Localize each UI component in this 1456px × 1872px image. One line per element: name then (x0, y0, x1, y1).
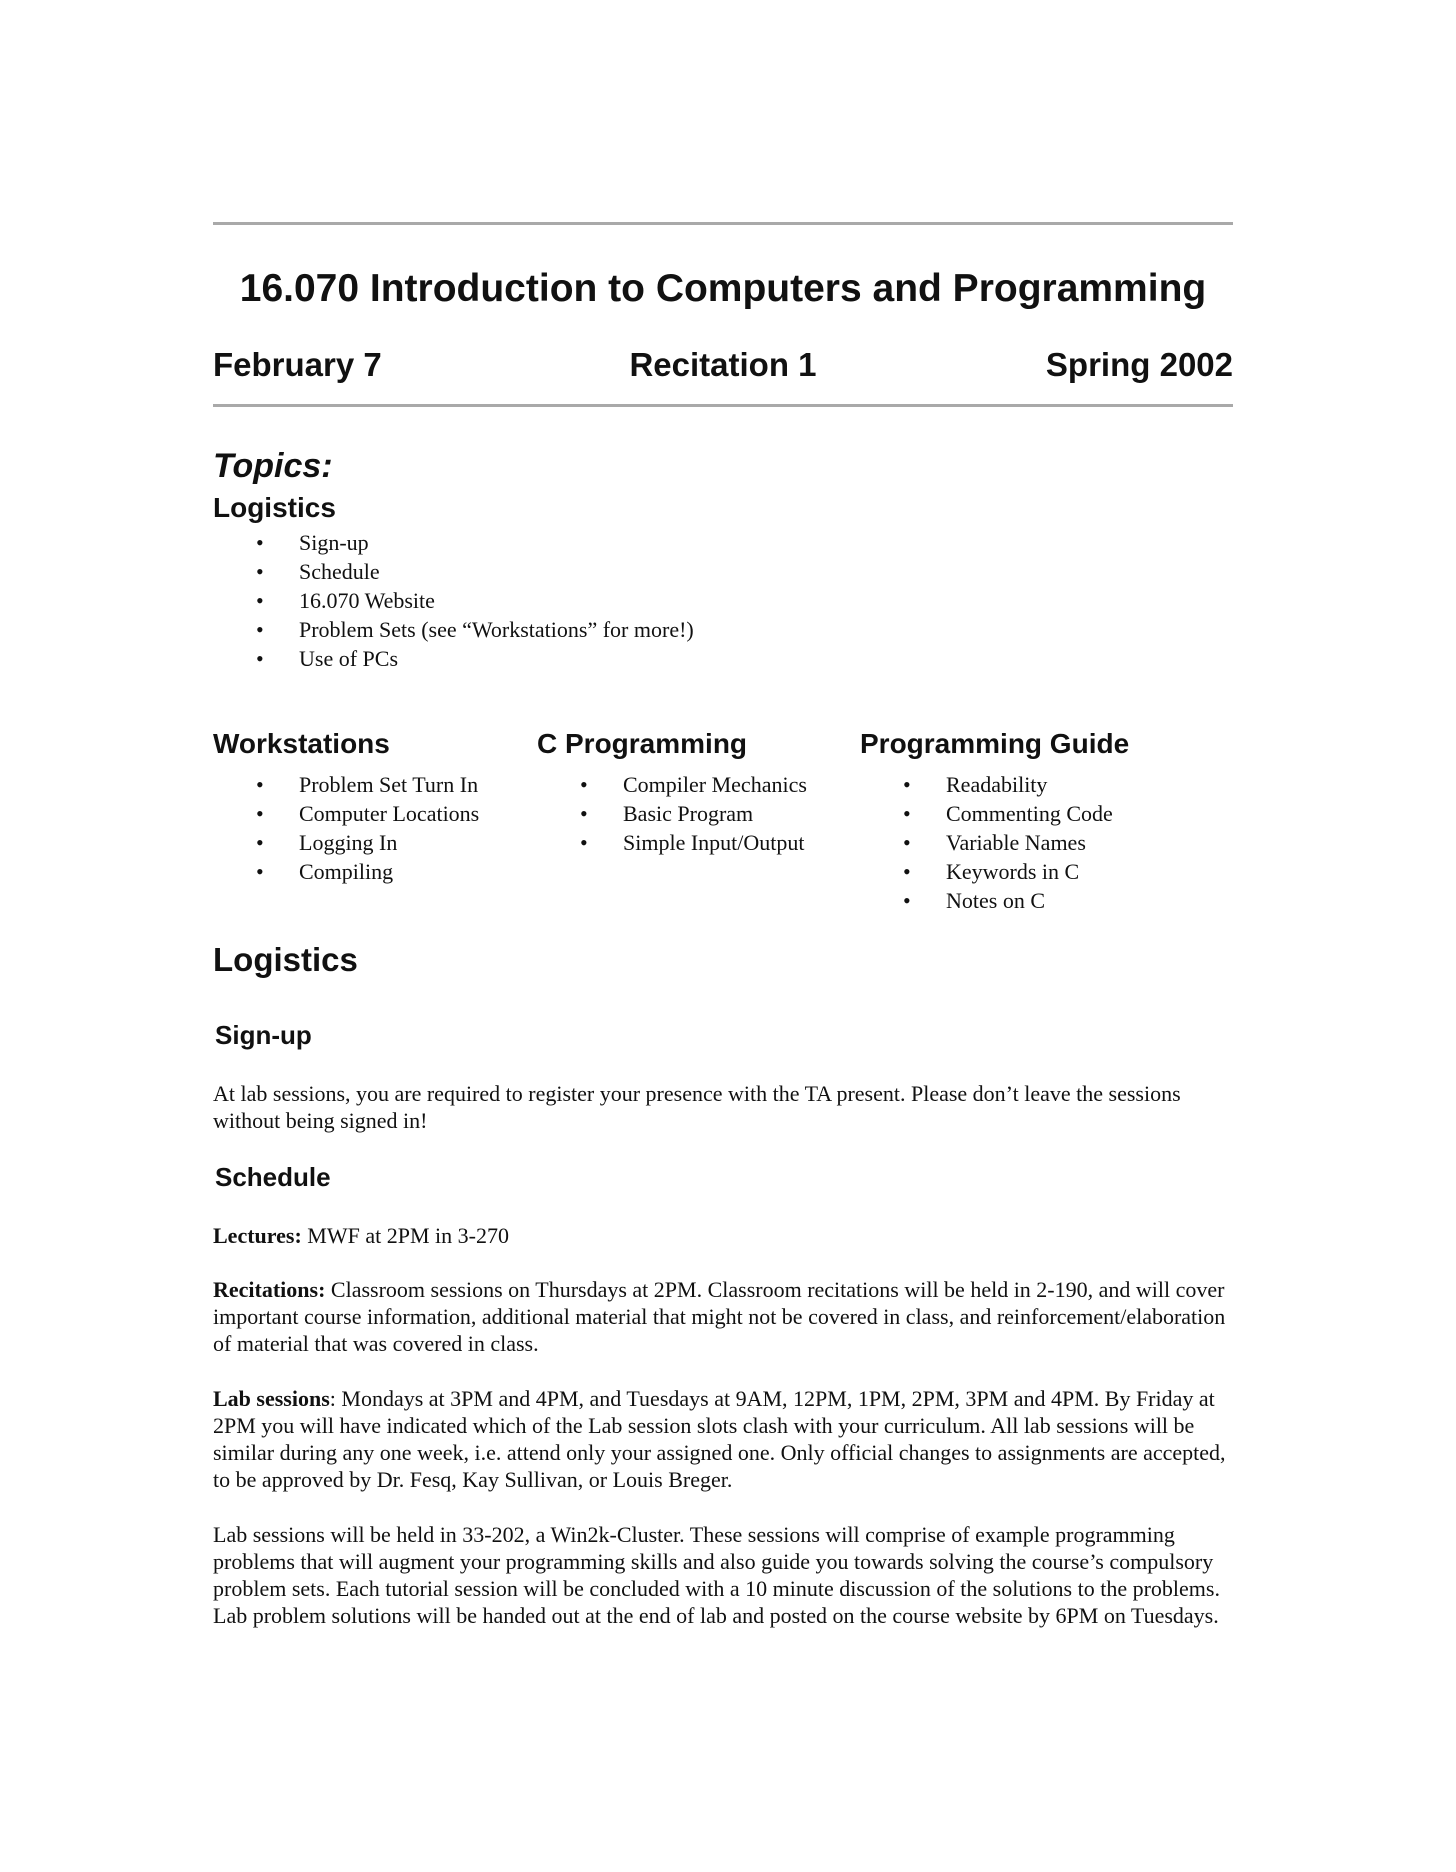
bullet: • (256, 530, 264, 555)
bullet: • (903, 772, 911, 797)
list-item: • Commenting Code (903, 801, 1113, 826)
header-bottom-rule (213, 404, 1233, 407)
list-item: • Variable Names (903, 830, 1086, 855)
topics-c-programming-heading: C Programming (537, 728, 748, 759)
list-item: • Logging In (256, 830, 398, 855)
recitations-label: Recitations: (213, 1277, 326, 1302)
list-item: • Simple Input/Output (580, 830, 805, 855)
list-item: • Basic Program (580, 801, 754, 826)
list-item: • Computer Locations (256, 801, 480, 826)
bullet: • (903, 888, 911, 913)
lectures-paragraph: Lectures: MWF at 2PM in 3-270 (213, 1223, 509, 1248)
topics-logistics-list (256, 528, 694, 673)
signup-heading: Sign-up (215, 1020, 312, 1050)
lab-location-paragraph: Lab sessions will be held in 33-202, a Win2k-Cluster. These sessions will comprise of example programming problems that will augment your programming skills and also guide you towards solving the course’s compulsory problem sets. Each tutorial session will be concluded with a 10 minute discussion of the solutions to the problems. Lab problem solutions will be handed out at the end of lab and posted on the course website by 6PM on Tuesdays. (213, 1522, 1220, 1628)
list-item: • Schedule (256, 559, 380, 584)
list-item: • Compiling (256, 859, 394, 884)
bullet: • (256, 772, 264, 797)
list-item: • 16.070 Website (256, 588, 435, 613)
list-item: • Problem Set Turn In (256, 772, 479, 797)
signup-paragraph: At lab sessions, you are required to register your presence with the TA present. Please don’t leave the sessions without being signed in! (213, 1081, 1181, 1133)
bullet: • (903, 830, 911, 855)
list-item: • Keywords in C (903, 859, 1080, 884)
bullet: • (903, 859, 911, 884)
lab-sessions-label: Lab sessions (213, 1386, 330, 1411)
schedule-heading: Schedule (215, 1162, 331, 1192)
lab-sessions-paragraph: Lab sessions: Mondays at 3PM and 4PM, and Tuesdays at 9AM, 12PM, 1PM, 2PM, 3PM and 4PM. By Friday at 2PM you will have indicated which of the Lab session slots clash with your curriculum. All lab sessions will be similar during any one week, i.e. attend only your assigned one. Only official changes to assignments are accepted, to be approved by Dr. Fesq, Kay Sullivan, or Louis Breger. (213, 1386, 1226, 1492)
topics-workstations-heading: Workstations (213, 728, 390, 759)
lectures-label: Lectures: (213, 1223, 302, 1248)
topics-programming-guide-heading: Programming Guide (860, 728, 1130, 759)
date: February 7 (213, 346, 382, 383)
topics-c-programming-list (580, 770, 807, 857)
list-item: • Problem Sets (see “Workstations” for more!) (256, 617, 694, 642)
list-item: • Use of PCs (256, 646, 399, 671)
bullet: • (903, 801, 911, 826)
term: Spring 2002 (1045, 346, 1233, 383)
bullet: • (256, 617, 264, 642)
list-item: • Notes on C (903, 888, 1045, 913)
logistics-section-heading: Logistics (213, 941, 358, 978)
bullet: • (580, 801, 588, 826)
bullet: • (256, 830, 264, 855)
topics-logistics-heading: Logistics (213, 492, 336, 523)
recitation-number: Recitation 1 (629, 346, 817, 383)
bullet: • (256, 859, 264, 884)
list-item: • Readability (903, 772, 1048, 797)
topics-programming-guide-list (903, 770, 1113, 915)
list-item: • Compiler Mechanics (580, 772, 807, 797)
bullet: • (256, 588, 264, 613)
topics-workstations-list (256, 770, 479, 886)
topics-heading: Topics: (213, 447, 333, 485)
recitations-paragraph: Recitations: Classroom sessions on Thursdays at 2PM. Classroom recitations will be held in 2-190, and will cover important course information, additional material that might not be covered in class, and reinforcement/elaboration of material that was covered in class. (213, 1277, 1226, 1356)
bullet: • (580, 830, 588, 855)
top-rule (213, 222, 1233, 225)
course-title: 16.070 Introduction to Computers and Programming (239, 267, 1207, 310)
bullet: • (256, 559, 264, 584)
bullet: • (256, 801, 264, 826)
bullet: • (256, 646, 264, 671)
list-item: • Sign-up (256, 530, 369, 555)
bullet: • (580, 772, 588, 797)
